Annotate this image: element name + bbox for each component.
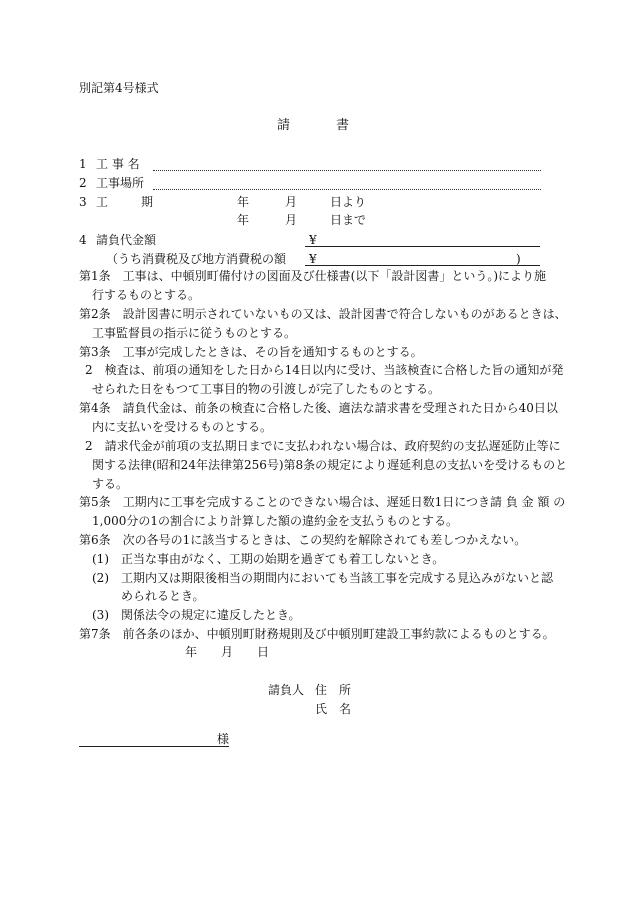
construction-name-label: 工 事 名 bbox=[96, 157, 140, 171]
item-1-num: 1 bbox=[79, 157, 87, 171]
form-label: 別記第4号様式 bbox=[79, 81, 159, 95]
tax-amount-field[interactable] bbox=[305, 265, 540, 266]
tax-amount-yen: ¥ bbox=[309, 252, 317, 266]
construction-name-field[interactable] bbox=[153, 170, 541, 171]
addressee-suffix: 様 bbox=[217, 732, 230, 746]
item-3-num: 3 bbox=[79, 195, 87, 209]
contractor-label: 請負人 bbox=[268, 683, 305, 697]
contract-amount-field[interactable] bbox=[305, 246, 540, 247]
tax-amount-label: （うち消費税及び地方消費税の額 bbox=[106, 252, 287, 266]
contractor-name-label: 氏 名 bbox=[315, 702, 352, 716]
contractor-address-label: 住 所 bbox=[315, 683, 352, 697]
addressee-field[interactable] bbox=[79, 746, 229, 747]
contract-amount-yen: ¥ bbox=[309, 233, 317, 247]
tax-amount-close-paren: ) bbox=[516, 252, 521, 266]
contract-amount-label: 請負代金額 bbox=[96, 233, 157, 247]
construction-location-label: 工事場所 bbox=[96, 176, 145, 190]
item-4-num: 4 bbox=[79, 233, 87, 247]
construction-location-field[interactable] bbox=[153, 189, 541, 190]
item-2-num: 2 bbox=[79, 176, 87, 190]
